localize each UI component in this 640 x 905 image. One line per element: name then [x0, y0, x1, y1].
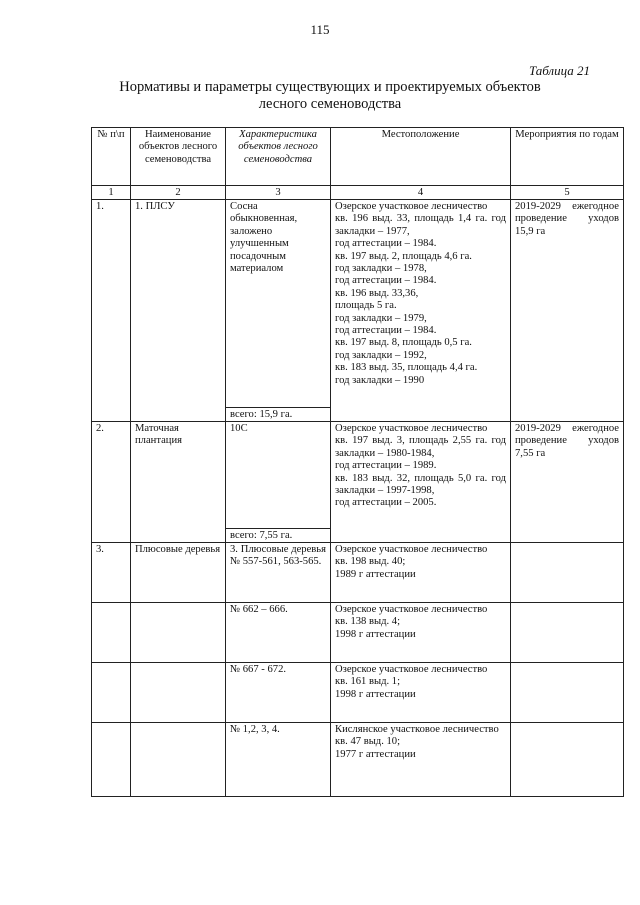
location-line: год аттестации – 1984.	[335, 275, 437, 287]
object-measures	[511, 663, 624, 723]
table-row	[92, 603, 624, 663]
header-num: № п\п	[92, 128, 131, 186]
location-line: Озерское участковое лесничество	[335, 423, 488, 434]
document-title: Нормативы и параметры существующих и проектируемых объектов лесного семеноводства	[119, 79, 541, 112]
location-line: Озерское участковое лесничество	[335, 544, 488, 555]
object-measures	[511, 543, 624, 603]
object-location	[331, 200, 511, 422]
location-line: год закладки – 1978,	[335, 263, 427, 275]
location-line: кв. 197 выд. 2, площадь 4,6 га.	[335, 250, 472, 262]
location-line: год аттестации – 1989.	[335, 460, 437, 472]
column-number: 5	[511, 186, 624, 200]
object-characteristic: 10С	[226, 422, 331, 529]
location-line: 1977 г аттестации	[335, 748, 416, 760]
location-line: кв. 196 выд. 33,36,	[335, 287, 419, 299]
location-line: кв. 196 выд. 33, площадь 1,4 га. год закладки – 1977,	[335, 213, 506, 237]
object-location	[331, 723, 511, 797]
row-number	[92, 663, 131, 723]
location-line: Озерское участковое лесничество	[335, 664, 488, 675]
location-line: Озерское участковое лесничество	[335, 201, 488, 212]
location-line: кв. 197 выд. 3, площадь 2,55 га. год закладки – 1980-1984,	[335, 435, 506, 459]
object-name: 1. ПЛСУ	[131, 200, 226, 422]
total-area: всего: 15,9 га.	[226, 408, 331, 422]
seed-objects-table	[91, 127, 624, 797]
object-location	[331, 603, 511, 663]
location-line: Кислянское участковое лесничество	[335, 724, 499, 735]
location-line: площадь 5 га.	[335, 300, 397, 312]
location-line: кв. 198 выд. 40;	[335, 556, 406, 568]
location-line: год аттестации – 2005.	[335, 497, 437, 509]
header-location: Местоположение	[331, 128, 511, 186]
table-header-row	[92, 128, 624, 186]
table-label: Таблица 21	[528, 63, 590, 78]
row-number	[92, 723, 131, 797]
location-line: Озерское участковое лесничество	[335, 604, 488, 615]
column-number-row	[92, 186, 624, 200]
table-row	[92, 422, 624, 529]
location-line: год закладки – 1979,	[335, 312, 427, 324]
object-name	[131, 663, 226, 723]
location-line: год аттестации – 1984.	[335, 238, 437, 250]
row-number: 3.	[92, 543, 131, 603]
location-line: 1998 г аттестации	[335, 628, 416, 640]
object-location	[331, 663, 511, 723]
total-area: всего: 7,55 га.	[226, 529, 331, 543]
location-line: кв. 161 выд. 1;	[335, 676, 401, 688]
object-characteristic: 3. Плюсовые деревья № 557-561, 563-565.	[226, 543, 331, 603]
header-name: Наименование объектов лесного семеноводства	[131, 128, 226, 186]
column-number: 4	[331, 186, 511, 200]
table-row	[92, 663, 624, 723]
column-number: 2	[131, 186, 226, 200]
object-characteristic: № 662 – 666.	[226, 603, 331, 663]
object-name	[131, 603, 226, 663]
page-number: 115	[310, 22, 330, 37]
location-line: 1998 г аттестации	[335, 688, 416, 700]
table-row	[92, 543, 624, 603]
row-number: 1.	[92, 200, 131, 422]
object-name: Плюсовые деревья	[131, 543, 226, 603]
table-row	[92, 200, 624, 408]
header-measures: Мероприятия по годам	[511, 128, 624, 186]
column-number: 1	[92, 186, 131, 200]
location-line: кв. 197 выд. 8, площадь 0,5 га.	[335, 337, 472, 349]
column-number: 3	[226, 186, 331, 200]
object-characteristic: Сосна обыкновенная, заложено улучшенным посадочным материалом	[226, 200, 331, 408]
header-characteristic: Характеристика объектов лесного семеноводства	[226, 128, 331, 186]
object-measures	[511, 723, 624, 797]
object-characteristic: № 1,2, 3, 4.	[226, 723, 331, 797]
location-line: год закладки – 1992,	[335, 349, 427, 361]
object-measures	[511, 603, 624, 663]
object-measures: 2019-2029 ежегодное проведение уходов 7,55 га	[511, 422, 624, 543]
location-line: год аттестации – 1984.	[335, 325, 437, 337]
object-characteristic: № 667 - 672.	[226, 663, 331, 723]
object-measures: 2019-2029 ежегодное проведение уходов 15,9 га	[511, 200, 624, 422]
location-line: кв. 183 выд. 32, площадь 5,0 га. год закладки – 1997-1998,	[335, 472, 506, 497]
location-line: кв. 47 выд. 10;	[335, 736, 401, 748]
location-line: 1989 г аттестации	[335, 568, 416, 580]
location-line: кв. 138 выд. 4;	[335, 616, 401, 628]
table-row	[92, 723, 624, 797]
object-location	[331, 422, 511, 543]
object-location	[331, 543, 511, 603]
object-name: Маточная плантация	[131, 422, 226, 543]
location-line: год закладки – 1990	[335, 374, 425, 386]
row-number	[92, 603, 131, 663]
location-line: кв. 183 выд. 35, площадь 4,4 га.	[335, 362, 478, 374]
row-number: 2.	[92, 422, 131, 543]
object-name	[131, 723, 226, 797]
